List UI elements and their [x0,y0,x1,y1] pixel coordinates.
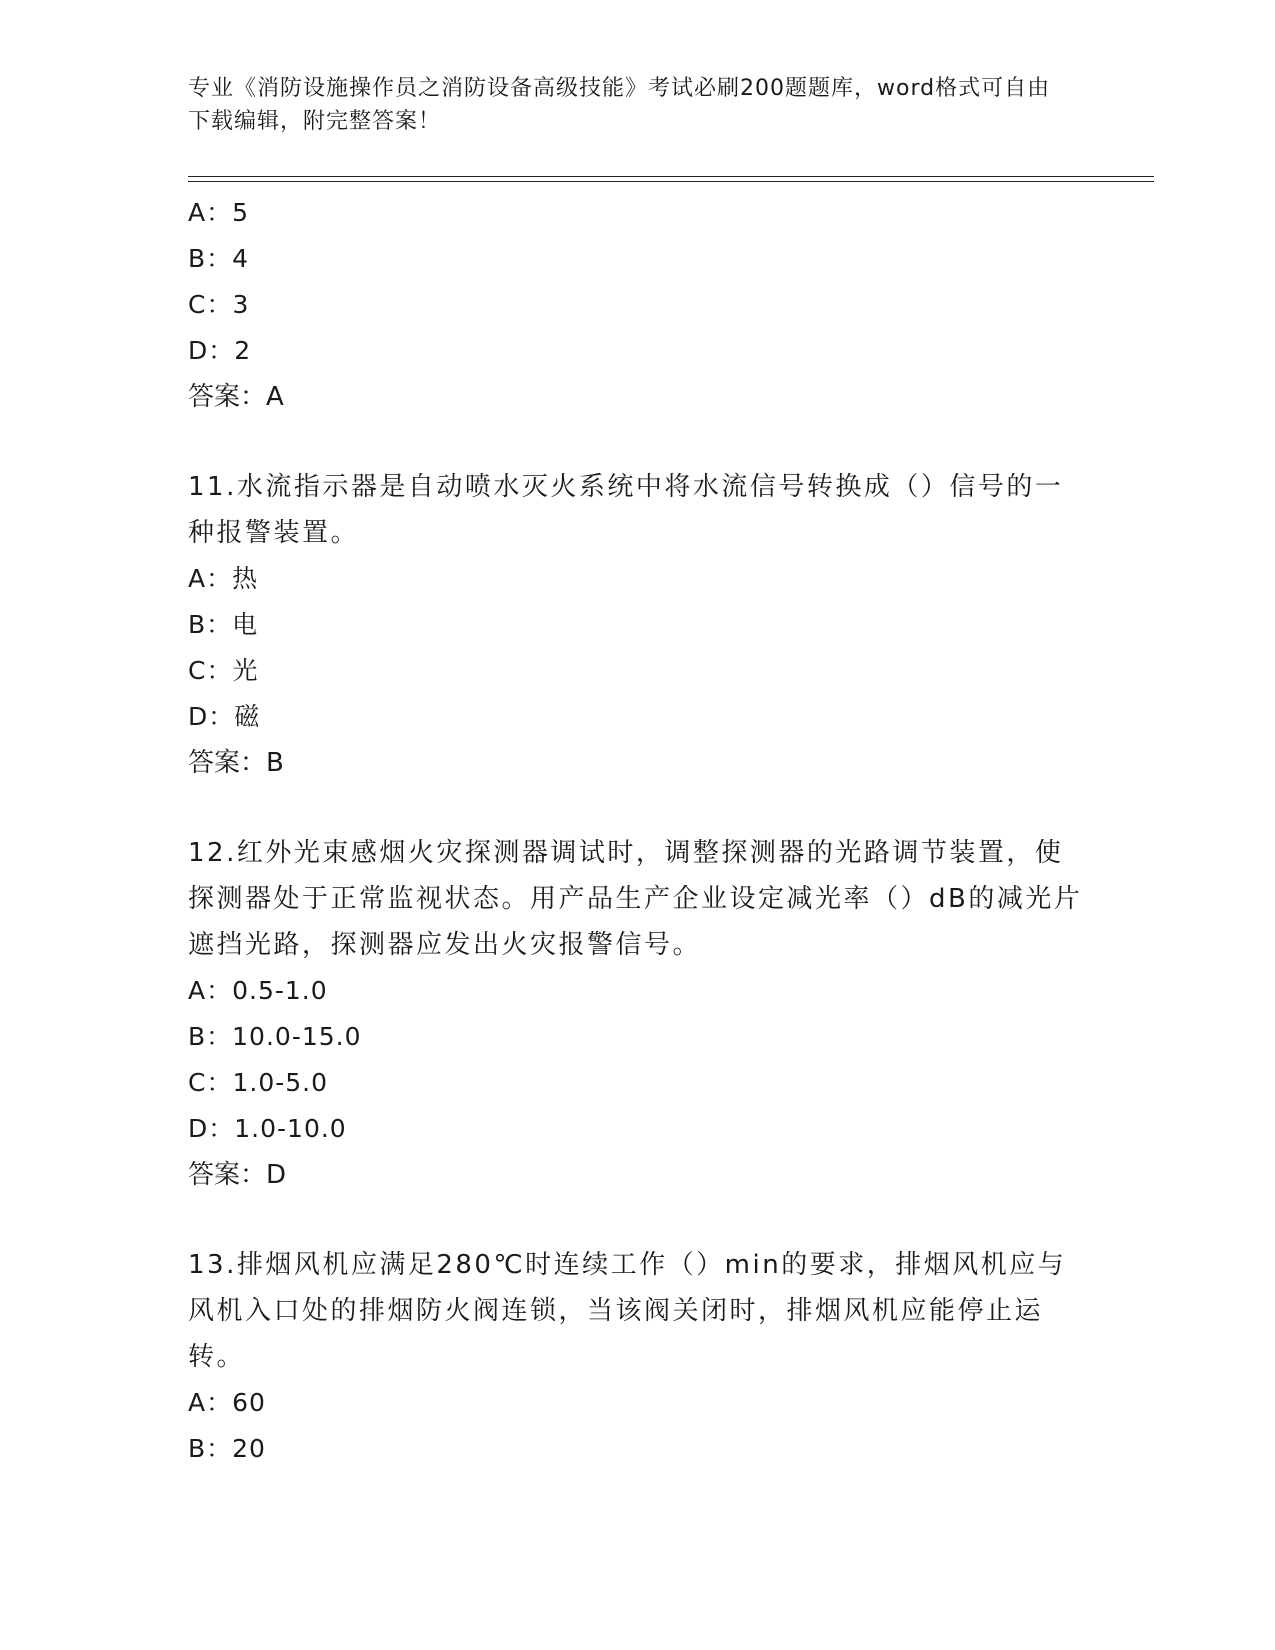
option-c: C：3 [188,290,250,319]
answer-label: 答案：A [188,382,284,412]
option-b: B：4 [188,244,250,273]
option-a: A：0.5-1.0 [188,976,328,1005]
question-block-12 [188,830,1088,1198]
option-c: C：光 [188,656,259,685]
question-block-10 [188,190,1088,420]
question-block-11 [188,464,1088,786]
option-d: D：2 [188,336,252,365]
question-stem: 12.红外光束感烟火灾探测器调试时，调整探测器的光路调节装置，使探测器处于正常监视状态。用产品生产企业设定减光率（）dB的减光片遮挡光路，探测器应发出火灾报警信号。 [188,838,1083,960]
answer-label: 答案：B [188,748,284,778]
question-list [188,190,1088,1472]
question-block-13 [188,1242,1088,1472]
question-stem: 11.水流指示器是自动喷水灭火系统中将水流信号转换成（）信号的一种报警装置。 [188,472,1064,548]
option-a: A：热 [188,564,259,593]
header-rule-bottom [188,181,1154,182]
document-header: 专业《消防设施操作员之消防设备高级技能》考试必刷200题题库，word格式可自由下载编辑，附完整答案！ [188,76,1051,134]
option-b: B：10.0-15.0 [188,1022,362,1051]
option-c: C：1.0-5.0 [188,1068,329,1097]
option-b: B：20 [188,1434,266,1463]
option-d: D：1.0-10.0 [188,1114,347,1143]
option-d: D：磁 [188,702,261,731]
question-stem: 13.排烟风机应满足280℃时连续工作（）min的要求，排烟风机应与风机入口处的排烟防火阀连锁，当该阀关闭时，排烟风机应能停止运转。 [188,1250,1067,1372]
option-b: B：电 [188,610,259,639]
option-a: A：5 [188,198,250,227]
option-a: A：60 [188,1388,266,1417]
header-rule-top [188,176,1154,177]
answer-label: 答案：D [188,1160,287,1190]
